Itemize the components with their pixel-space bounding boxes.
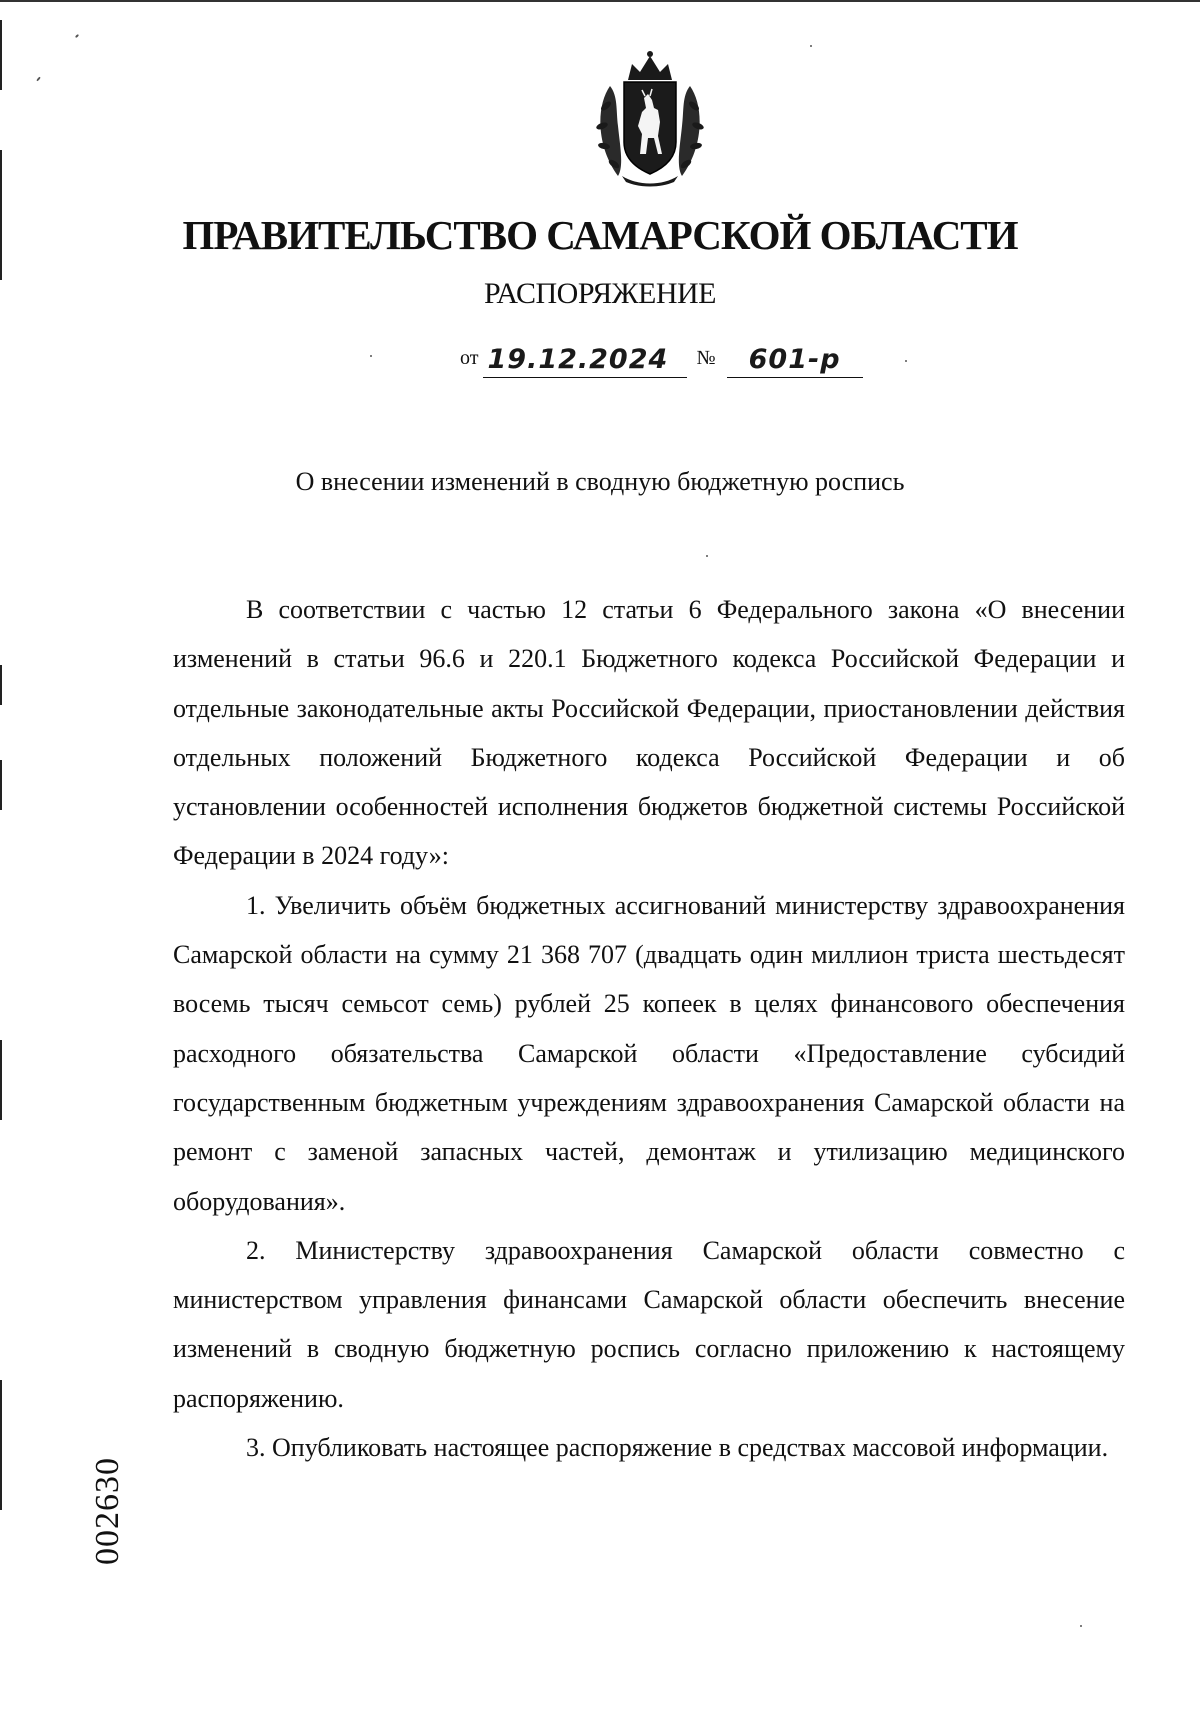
- scan-edge-left-mark: [0, 1040, 2, 1120]
- body-paragraph-item-3: 3. Опубликовать настоящее распоряжение в средствах массовой информации.: [246, 1433, 1109, 1463]
- number-sign: №: [696, 347, 716, 369]
- scan-speck: [370, 355, 372, 357]
- registry-number-stamp: 002630: [89, 1457, 126, 1565]
- scan-speck: [706, 555, 708, 557]
- handwritten-number: 601-р: [727, 343, 863, 378]
- scan-edge-left-mark: [0, 20, 2, 90]
- date-prefix: от: [460, 347, 479, 369]
- handwritten-date: 19.12.2024: [483, 343, 687, 378]
- scan-speck: [810, 45, 812, 47]
- government-title: ПРАВИТЕЛЬСТВО САМАРСКОЙ ОБЛАСТИ: [182, 212, 1018, 258]
- scan-edge-left-mark: [0, 760, 2, 810]
- document-type: РАСПОРЯЖЕНИЕ: [483, 277, 717, 310]
- scan-speck: [1080, 1625, 1082, 1627]
- date-number-line: [460, 338, 863, 378]
- scan-edge-left-mark: [0, 1380, 2, 1510]
- body-paragraph-item-2: 2. Министерству здравоохранения Самарской области совместно с министерством управления финансами Самарской области обеспечить внесение изменений в сводную бюджетную роспись согласно приложению к настоящему распоряжению.: [173, 1235, 1125, 1413]
- coat-of-arms-icon: [588, 46, 712, 188]
- scan-speck: [36, 76, 41, 81]
- scan-edge-left-mark: [0, 665, 2, 705]
- document-body: [173, 585, 1125, 1472]
- scan-speck: [75, 34, 79, 38]
- scan-edge-top: [0, 0, 1200, 2]
- body-paragraph-item-1: 1. Увеличить объём бюджетных ассигнований министерству здравоохранения Самарской области на сумму 21 368 707 (двадцать один миллион триста шестьдесят восемь тысяч семьсот семь) рублей 25 копеек в целях финансового обеспечения расходного обязательства Самарской области «Предоставление субсидий государственным бюджетным учреждениям здравоохранения Самарской области на ремонт с заменой запасных частей, демонтаж и утилизацию медицинского оборудования».: [173, 890, 1125, 1216]
- body-paragraph-preamble: В соответствии с частью 12 статьи 6 Федерального закона «О внесении изменений в статьи 96.6 и 220.1 Бюджетного кодекса Российской Федерации и отдельные законодательные акты Российской Федерации, приостановлении действия отдельных положений Бюджетного кодекса Российской Федерации и об установлении особенностей исполнения бюджетов бюджетной системы Российской Федерации в 2024 году»:: [173, 595, 1125, 871]
- document-subject: О внесении изменений в сводную бюджетную роспись: [295, 467, 905, 496]
- scan-speck: [905, 360, 907, 362]
